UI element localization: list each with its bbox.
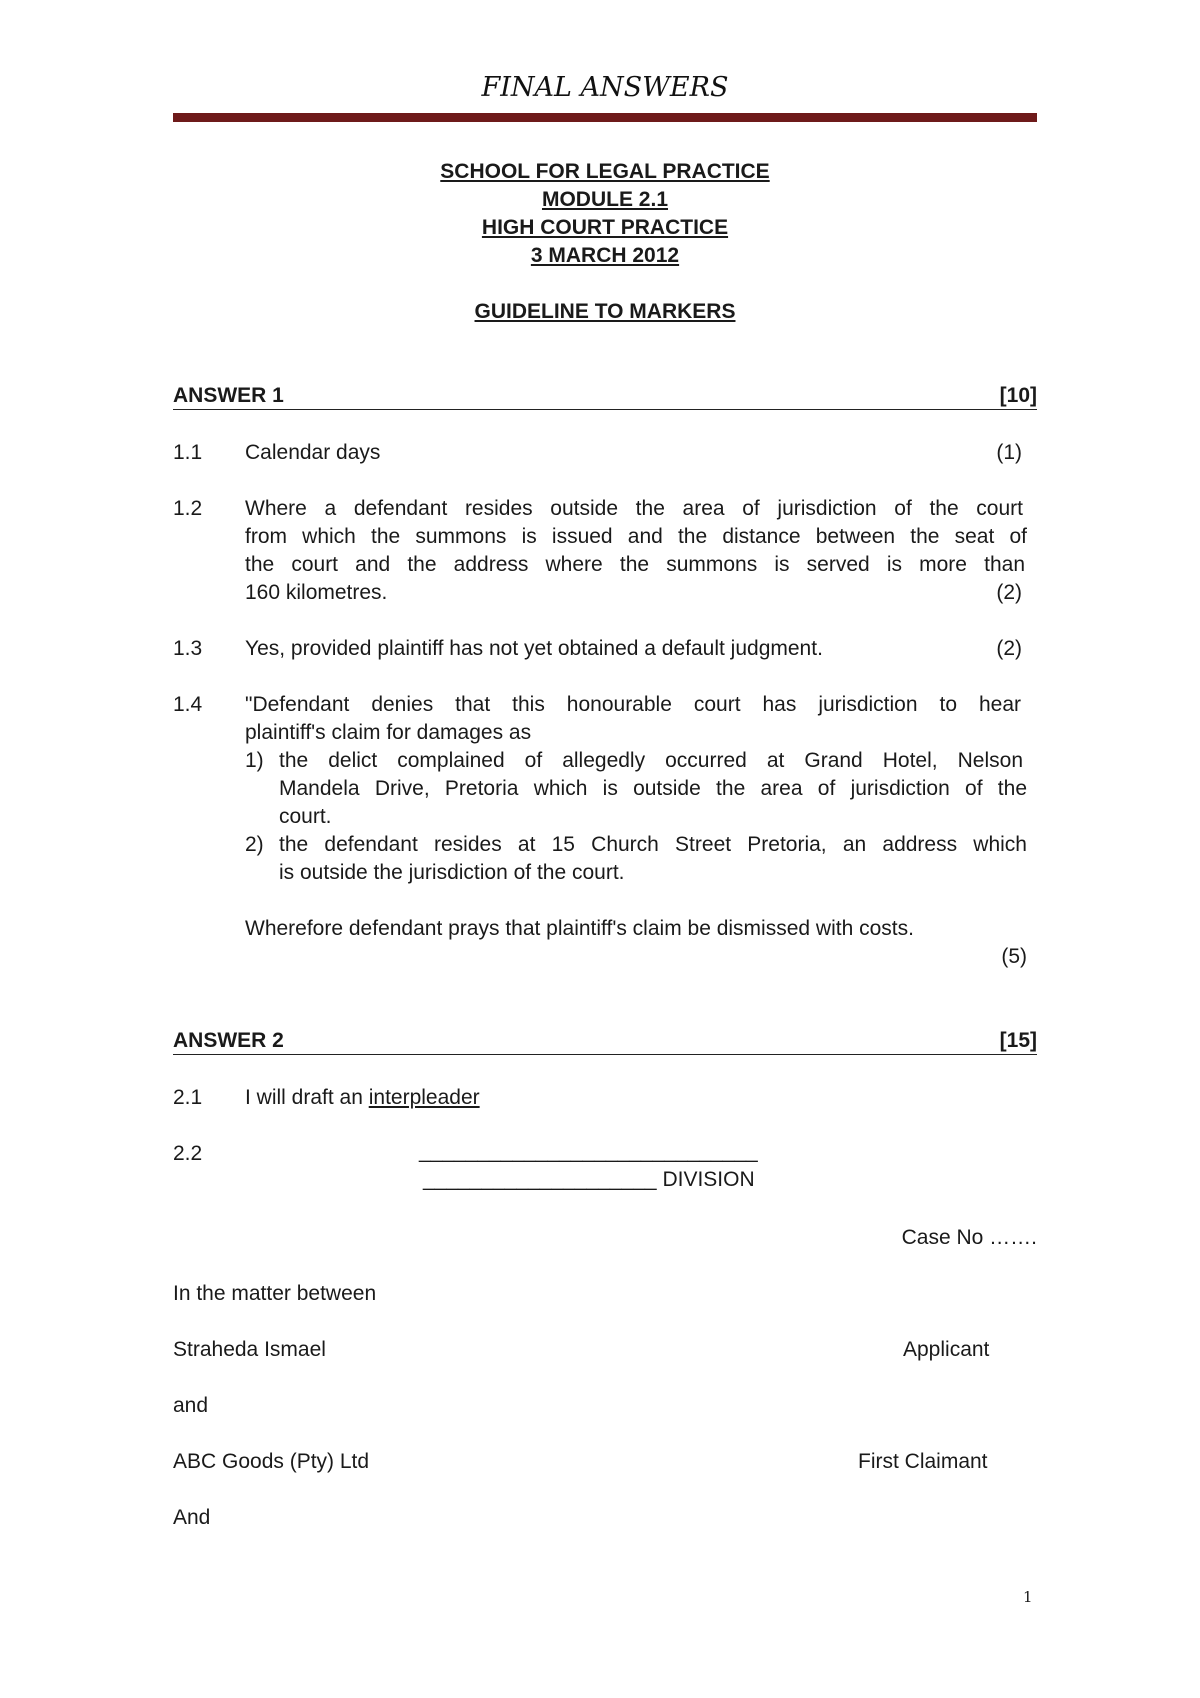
guideline-title: GUIDELINE TO MARKERS <box>474 300 736 323</box>
question-1-3-number: 1.3 <box>173 637 203 660</box>
exam-date: 3 MARCH 2012 <box>530 244 680 267</box>
question-1-4-intro-line: "Defendant denies that this honourable court has jurisdiction to hear <box>245 693 1021 716</box>
first-claimant-name: ABC Goods (Pty) Ltd <box>173 1450 370 1473</box>
question-2-1-text-plain: I will draft an <box>245 1086 369 1109</box>
answer-2-label: ANSWER 2 <box>173 1029 284 1052</box>
question-1-1-mark: (1) <box>996 441 1022 464</box>
question-1-3-mark: (2) <box>996 637 1022 660</box>
page-number: 1 <box>1023 1588 1033 1606</box>
list-item-line: the delict complained of allegedly occurred at Grand Hotel, Nelson <box>279 749 1023 772</box>
answer-2-heading <box>173 1029 1037 1055</box>
list-item-line: the defendant resides at 15 Church Street Pretoria, an address which <box>279 833 1027 856</box>
case-number: Case No ……. <box>901 1226 1037 1249</box>
and-separator: And <box>173 1506 211 1529</box>
question-1-2-line: Where a defendant resides outside the area of jurisdiction of the court <box>245 497 1023 520</box>
answer-1-label: ANSWER 1 <box>173 384 284 407</box>
question-1-3-text: Yes, provided plaintiff has not yet obtained a default judgment. <box>245 637 823 660</box>
division-blank: ____________________ <box>423 1168 657 1191</box>
question-2-1-number: 2.1 <box>173 1086 203 1109</box>
list-marker: 1) <box>245 749 264 772</box>
and-separator: and <box>173 1394 209 1417</box>
answer-1-marks: [10] <box>999 384 1037 407</box>
school-title: SCHOOL FOR LEGAL PRACTICE <box>440 160 770 183</box>
answer-2-marks: [15] <box>999 1029 1037 1052</box>
header-title: FINAL ANSWERS <box>481 72 729 103</box>
question-1-4-intro-line: plaintiff's claim for damages as <box>245 721 532 744</box>
matter-between: In the matter between <box>173 1282 377 1305</box>
question-1-1-text: Calendar days <box>245 441 381 464</box>
list-item-line: Mandela Drive, Pretoria which is outside the area of jurisdiction of the <box>279 777 1027 800</box>
question-1-4-conclusion: Wherefore defendant prays that plaintiff's claim be dismissed with costs. <box>245 917 914 940</box>
course-title: HIGH COURT PRACTICE <box>481 216 729 239</box>
question-1-4-number: 1.4 <box>173 693 203 716</box>
list-item-line: is outside the jurisdiction of the court. <box>279 861 625 884</box>
applicant-name: Straheda Ismael <box>173 1338 326 1361</box>
module-title: MODULE 2.1 <box>541 188 669 211</box>
question-1-1-number: 1.1 <box>173 441 203 464</box>
question-2-2-number: 2.2 <box>173 1142 203 1165</box>
question-1-2-line: 160 kilometres. <box>245 581 388 604</box>
header-rule <box>173 113 1037 122</box>
question-1-4-mark: (5) <box>1001 945 1027 968</box>
question-2-1-text <box>245 1086 480 1110</box>
applicant-role: Applicant <box>903 1338 990 1361</box>
question-1-2-number: 1.2 <box>173 497 203 520</box>
first-claimant-role: First Claimant <box>858 1450 988 1473</box>
court-name-blank: _____________________________ <box>419 1140 758 1163</box>
list-item-line: court. <box>279 805 332 828</box>
list-marker: 2) <box>245 833 264 856</box>
question-1-2-mark: (2) <box>996 581 1022 604</box>
division-word: DIVISION <box>662 1168 755 1191</box>
question-1-2-line: the court and the address where the summons is served is more than <box>245 553 1025 576</box>
division-line <box>423 1168 755 1192</box>
interpleader-term: interpleader <box>368 1086 480 1109</box>
answer-1-heading <box>173 384 1037 410</box>
question-1-2-line: from which the summons is issued and the distance between the seat of <box>245 525 1027 548</box>
